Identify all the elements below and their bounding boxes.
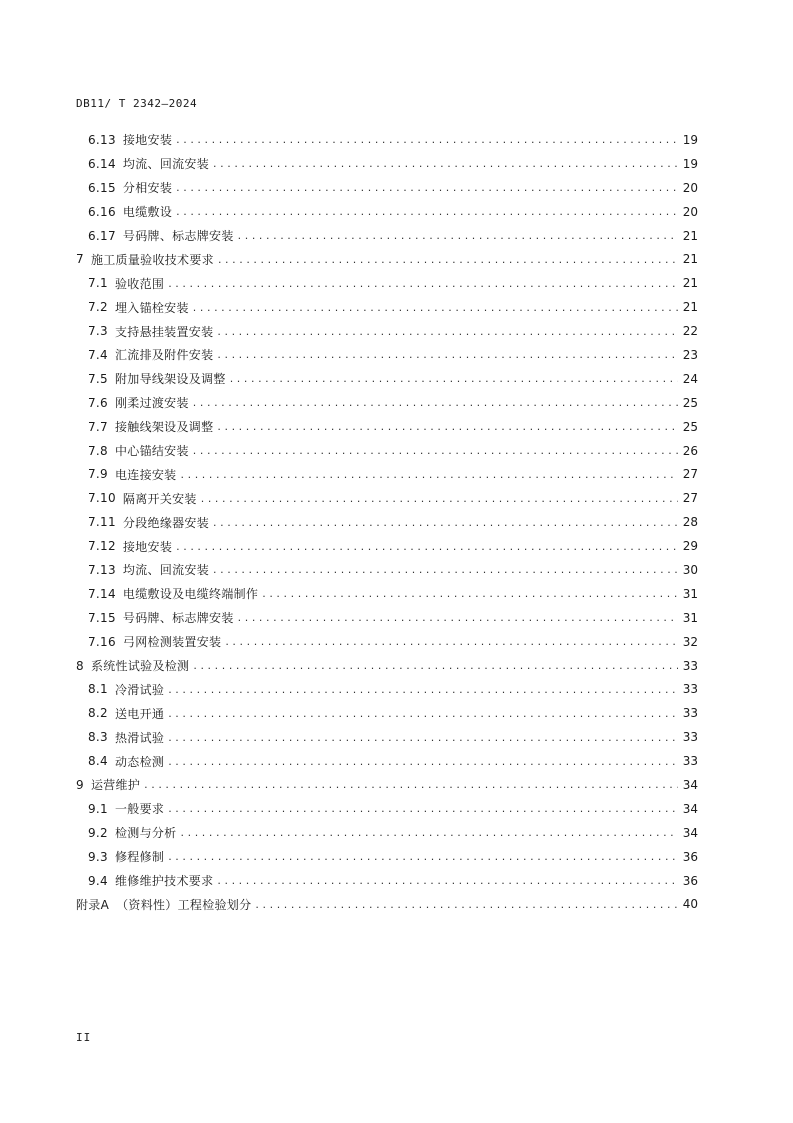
toc-entry-page: 33 xyxy=(682,706,698,721)
toc-entry-title: （资料性）工程检验划分 xyxy=(116,897,252,912)
toc-entry-page: 19 xyxy=(682,156,698,171)
toc-entry-number: 6.13 xyxy=(88,132,116,147)
toc-entry-number: 6.17 xyxy=(88,228,116,243)
toc-entry-page: 40 xyxy=(682,897,698,912)
toc-dot-leader xyxy=(176,133,678,146)
toc-entry-number: 7.5 xyxy=(88,371,108,386)
toc-dot-leader xyxy=(176,540,678,553)
toc-entry-title: 附加导线架设及调整 xyxy=(114,372,226,387)
toc-entry-number: 8.2 xyxy=(88,706,108,721)
toc-entry[interactable] xyxy=(76,701,698,725)
toc-dot-leader xyxy=(217,420,678,433)
toc-dot-leader xyxy=(201,492,678,505)
toc-entry-title: 中心锚结安装 xyxy=(114,444,189,459)
toc-entry-title: 均流、回流安装 xyxy=(122,563,210,578)
toc-entry[interactable] xyxy=(76,247,698,271)
toc-entry-number: 7.9 xyxy=(88,467,108,482)
toc-entry[interactable] xyxy=(76,200,698,224)
toc-entry[interactable] xyxy=(76,439,698,463)
toc-entry-number: 附录A xyxy=(76,897,110,912)
toc-entry[interactable] xyxy=(76,558,698,582)
toc-entry-title: 电连接安装 xyxy=(114,467,177,482)
toc-entry-number: 9 xyxy=(76,777,84,792)
toc-entry[interactable] xyxy=(76,606,698,630)
toc-entry-page: 20 xyxy=(682,204,698,219)
toc-entry[interactable] xyxy=(76,725,698,749)
toc-entry-number: 7.10 xyxy=(88,491,116,506)
toc-entry-title: 弓网检测装置安装 xyxy=(122,635,222,650)
toc-dot-leader xyxy=(217,325,678,338)
toc-entry[interactable] xyxy=(76,295,698,319)
toc-entry-page: 29 xyxy=(682,539,698,554)
toc-entry-title: 验收范围 xyxy=(114,276,165,291)
toc-entry-number: 8 xyxy=(76,658,84,673)
toc-entry-page: 36 xyxy=(682,873,698,888)
toc-entry-title: 维修维护技术要求 xyxy=(114,874,214,889)
toc-dot-leader xyxy=(168,850,678,863)
toc-entry-title: 电缆敷设 xyxy=(122,205,173,220)
page-number: II xyxy=(76,1031,92,1044)
toc-entry-page: 21 xyxy=(682,300,698,315)
toc-entry-title: 送电开通 xyxy=(114,706,165,721)
toc-entry-page: 24 xyxy=(682,371,698,386)
toc-entry-page: 33 xyxy=(682,754,698,769)
toc-entry-number: 7.14 xyxy=(88,586,116,601)
toc-entry-title: 运营维护 xyxy=(90,778,141,793)
toc-dot-leader xyxy=(193,444,678,457)
toc-dot-leader xyxy=(168,707,678,720)
toc-entry-page: 25 xyxy=(682,419,698,434)
toc-entry[interactable] xyxy=(76,176,698,200)
toc-entry-title: 隔离开关安装 xyxy=(122,491,197,506)
toc-dot-leader xyxy=(225,635,678,648)
toc-dot-leader xyxy=(181,826,679,839)
toc-entry-title: 热滑试验 xyxy=(114,730,165,745)
toc-entry-page: 34 xyxy=(682,801,698,816)
toc-entry-title: 刚柔过渡安装 xyxy=(114,396,189,411)
toc-dot-leader xyxy=(255,898,678,911)
toc-dot-leader xyxy=(193,396,678,409)
toc-entry[interactable] xyxy=(76,462,698,486)
toc-entry-page: 31 xyxy=(682,586,698,601)
toc-entry[interactable] xyxy=(76,224,698,248)
toc-entry-page: 27 xyxy=(682,491,698,506)
toc-entry-title: 均流、回流安装 xyxy=(122,157,210,172)
toc-entry-number: 7 xyxy=(76,252,84,267)
toc-entry-page: 26 xyxy=(682,443,698,458)
toc-entry-number: 6.14 xyxy=(88,156,116,171)
toc-entry-title: 接触线架设及调整 xyxy=(114,420,214,435)
table-of-contents xyxy=(76,128,698,916)
toc-dot-leader xyxy=(213,516,678,529)
toc-dot-leader xyxy=(213,157,678,170)
toc-entry-number: 9.1 xyxy=(88,801,108,816)
toc-entry-number: 8.1 xyxy=(88,682,108,697)
toc-dot-leader xyxy=(168,755,678,768)
toc-entry-page: 27 xyxy=(682,467,698,482)
toc-entry-page: 25 xyxy=(682,395,698,410)
toc-entry-page: 21 xyxy=(682,276,698,291)
toc-entry[interactable] xyxy=(76,415,698,439)
toc-entry[interactable] xyxy=(76,582,698,606)
toc-entry-number: 7.16 xyxy=(88,634,116,649)
toc-entry-number: 9.3 xyxy=(88,849,108,864)
toc-dot-leader xyxy=(168,802,678,815)
toc-entry-title: 支持悬挂装置安装 xyxy=(114,324,214,339)
toc-entry-page: 20 xyxy=(682,180,698,195)
toc-dot-leader xyxy=(217,874,678,887)
toc-entry-page: 36 xyxy=(682,849,698,864)
toc-dot-leader xyxy=(213,563,678,576)
toc-entry-number: 8.3 xyxy=(88,730,108,745)
toc-dot-leader xyxy=(176,205,678,218)
toc-entry-number: 7.13 xyxy=(88,562,116,577)
toc-entry-number: 7.7 xyxy=(88,419,108,434)
toc-entry-page: 21 xyxy=(682,228,698,243)
toc-dot-leader xyxy=(217,348,678,361)
toc-entry-number: 6.16 xyxy=(88,204,116,219)
toc-entry-title: 接地安装 xyxy=(122,133,173,148)
toc-entry[interactable] xyxy=(76,510,698,534)
toc-dot-leader xyxy=(238,229,678,242)
toc-dot-leader xyxy=(238,611,678,624)
toc-entry-number: 6.15 xyxy=(88,180,116,195)
toc-entry-page: 34 xyxy=(682,825,698,840)
toc-entry-number: 7.15 xyxy=(88,610,116,625)
toc-entry-title: 修程修制 xyxy=(114,850,165,865)
toc-entry[interactable] xyxy=(76,845,698,869)
toc-entry-number: 7.3 xyxy=(88,324,108,339)
toc-entry-page: 23 xyxy=(682,347,698,362)
toc-entry-page: 19 xyxy=(682,132,698,147)
toc-entry[interactable] xyxy=(76,677,698,701)
toc-dot-leader xyxy=(168,731,678,744)
toc-entry-number: 7.8 xyxy=(88,443,108,458)
toc-dot-leader xyxy=(181,468,679,481)
toc-entry-title: 动态检测 xyxy=(114,754,165,769)
toc-dot-leader xyxy=(193,301,678,314)
toc-entry[interactable] xyxy=(76,749,698,773)
toc-entry-title: 检测与分析 xyxy=(114,826,177,841)
toc-dot-leader xyxy=(218,253,678,266)
toc-dot-leader xyxy=(176,181,678,194)
toc-entry-page: 28 xyxy=(682,515,698,530)
toc-entry[interactable] xyxy=(76,343,698,367)
toc-entry[interactable] xyxy=(76,869,698,893)
toc-entry-title: 分相安装 xyxy=(122,181,173,196)
toc-dot-leader xyxy=(168,277,678,290)
toc-entry-title: 系统性试验及检测 xyxy=(90,659,190,674)
toc-entry-title: 冷滑试验 xyxy=(114,682,165,697)
toc-entry[interactable] xyxy=(76,271,698,295)
toc-entry[interactable] xyxy=(76,654,698,678)
toc-entry[interactable] xyxy=(76,534,698,558)
toc-entry-page: 30 xyxy=(682,562,698,577)
toc-entry-title: 施工质量验收技术要求 xyxy=(90,252,214,267)
toc-entry-number: 7.4 xyxy=(88,347,108,362)
toc-entry-number: 9.4 xyxy=(88,873,108,888)
toc-entry[interactable] xyxy=(76,391,698,415)
toc-entry-number: 7.1 xyxy=(88,276,108,291)
document-code: DB11/ T 2342—2024 xyxy=(76,97,198,110)
toc-entry-title: 埋入锚栓安装 xyxy=(114,300,189,315)
toc-entry-page: 21 xyxy=(682,252,698,267)
toc-entry-title: 分段绝缘器安装 xyxy=(122,515,210,530)
toc-entry-page: 32 xyxy=(682,634,698,649)
toc-entry-title: 接地安装 xyxy=(122,539,173,554)
toc-entry-title: 汇流排及附件安装 xyxy=(114,348,214,363)
toc-entry-page: 33 xyxy=(682,658,698,673)
toc-entry-number: 8.4 xyxy=(88,754,108,769)
toc-entry[interactable] xyxy=(76,152,698,176)
toc-entry-title: 一般要求 xyxy=(114,802,165,817)
toc-entry[interactable] xyxy=(76,630,698,654)
toc-entry[interactable] xyxy=(76,893,698,917)
toc-dot-leader xyxy=(193,659,678,672)
toc-entry-number: 7.11 xyxy=(88,515,116,530)
toc-entry[interactable] xyxy=(76,128,698,152)
toc-entry-page: 22 xyxy=(682,324,698,339)
toc-entry-title: 号码牌、标志牌安装 xyxy=(122,611,234,626)
toc-dot-leader xyxy=(262,587,678,600)
toc-dot-leader xyxy=(230,372,678,385)
toc-entry-number: 9.2 xyxy=(88,825,108,840)
toc-entry-page: 31 xyxy=(682,610,698,625)
toc-entry[interactable] xyxy=(76,821,698,845)
toc-entry-number: 7.2 xyxy=(88,300,108,315)
toc-entry-page: 33 xyxy=(682,730,698,745)
toc-entry-title: 号码牌、标志牌安装 xyxy=(122,229,234,243)
toc-entry[interactable] xyxy=(76,367,698,391)
toc-dot-leader xyxy=(168,683,678,696)
toc-entry-number: 7.6 xyxy=(88,395,108,410)
toc-entry[interactable] xyxy=(76,797,698,821)
toc-entry-title: 电缆敷设及电缆终端制作 xyxy=(122,587,259,602)
toc-entry-number: 7.12 xyxy=(88,539,116,554)
toc-entry[interactable] xyxy=(76,773,698,797)
toc-entry[interactable] xyxy=(76,486,698,510)
toc-entry-page: 33 xyxy=(682,682,698,697)
toc-entry[interactable] xyxy=(76,319,698,343)
toc-dot-leader xyxy=(144,778,678,791)
toc-entry-page: 34 xyxy=(682,777,698,792)
